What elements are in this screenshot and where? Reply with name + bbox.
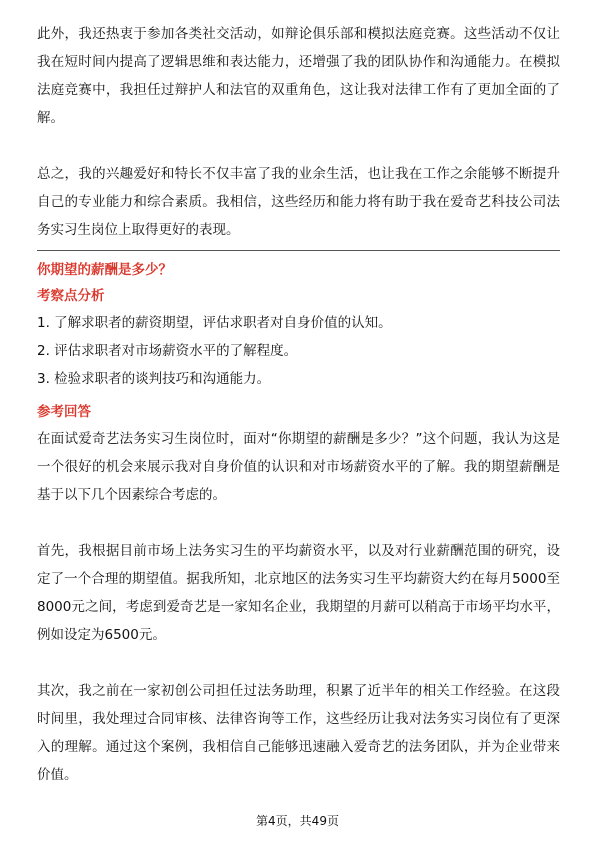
section-divider: [37, 250, 560, 251]
analysis-item-2: 2. 评估求职者对市场薪资水平的了解程度。: [37, 343, 298, 359]
paragraph-gap: [37, 649, 560, 677]
analysis-heading: 考察点分析: [37, 288, 105, 304]
question-title: 你期望的薪酬是多少？: [37, 262, 172, 278]
intro-paragraph-2: 总之，我的兴趣爱好和特长不仅丰富了我的业余生活，也让我在工作之余能够不断提升自己的专业能力和综合素质。我相信，这些经历和能力将有助于我在爱奇艺科技公司法务实习生岗位上取得更好的表现。: [37, 166, 560, 238]
answer-paragraph-1: 在面试爱奇艺法务实习生岗位时，面对“你期望的薪酬是多少？”这个问题，我认为这是一个很好的机会来展示我对自身价值的认识和对市场薪资水平的了解。我的期望薪酬是基于以下几个因素综合考虑的。: [37, 431, 560, 503]
analysis-item-1: 1. 了解求职者的薪资期望，评估求职者对自身价值的认知。: [37, 315, 392, 331]
paragraph-gap: [37, 509, 560, 537]
answer-paragraph-3: 其次，我之前在一家初创公司担任过法务助理，积累了近半年的相关工作经验。在这段时间里，我处理过合同审核、法律咨询等工作，这些经历让我对法务实习岗位有了更深入的理解。通过这个案例，我相信自己能够迅速融入爱奇艺的法务团队，并为企业带来价值。: [37, 683, 560, 783]
paragraph-gap: [37, 132, 560, 160]
analysis-item-3: 3. 检验求职者的谈判技巧和沟通能力。: [37, 371, 271, 387]
answer-paragraph-2: 首先，我根据目前市场上法务实习生的平均薪资水平，以及对行业薪酬范围的研究，设定了一个合理的期望值。据我所知，北京地区的法务实习生平均薪资大约在每月5000至8000元之间，考虑到爱奇艺是一家知名企业，我期望的月薪可以稍高于市场平均水平，例如设定为6500元。: [37, 543, 560, 643]
answer-heading: 参考回答: [37, 404, 91, 420]
page-number-footer: 第4页，共49页: [256, 814, 339, 828]
intro-paragraph-1: 此外，我还热衷于参加各类社交活动，如辩论俱乐部和模拟法庭竞赛。这些活动不仅让我在短时间内提高了逻辑思维和表达能力，还增强了我的团队协作和沟通能力。在模拟法庭竞赛中，我担任过辩护人和法官的双重角色，这让我对法律工作有了更加全面的了解。: [37, 26, 560, 126]
document-page: [37, 20, 560, 789]
